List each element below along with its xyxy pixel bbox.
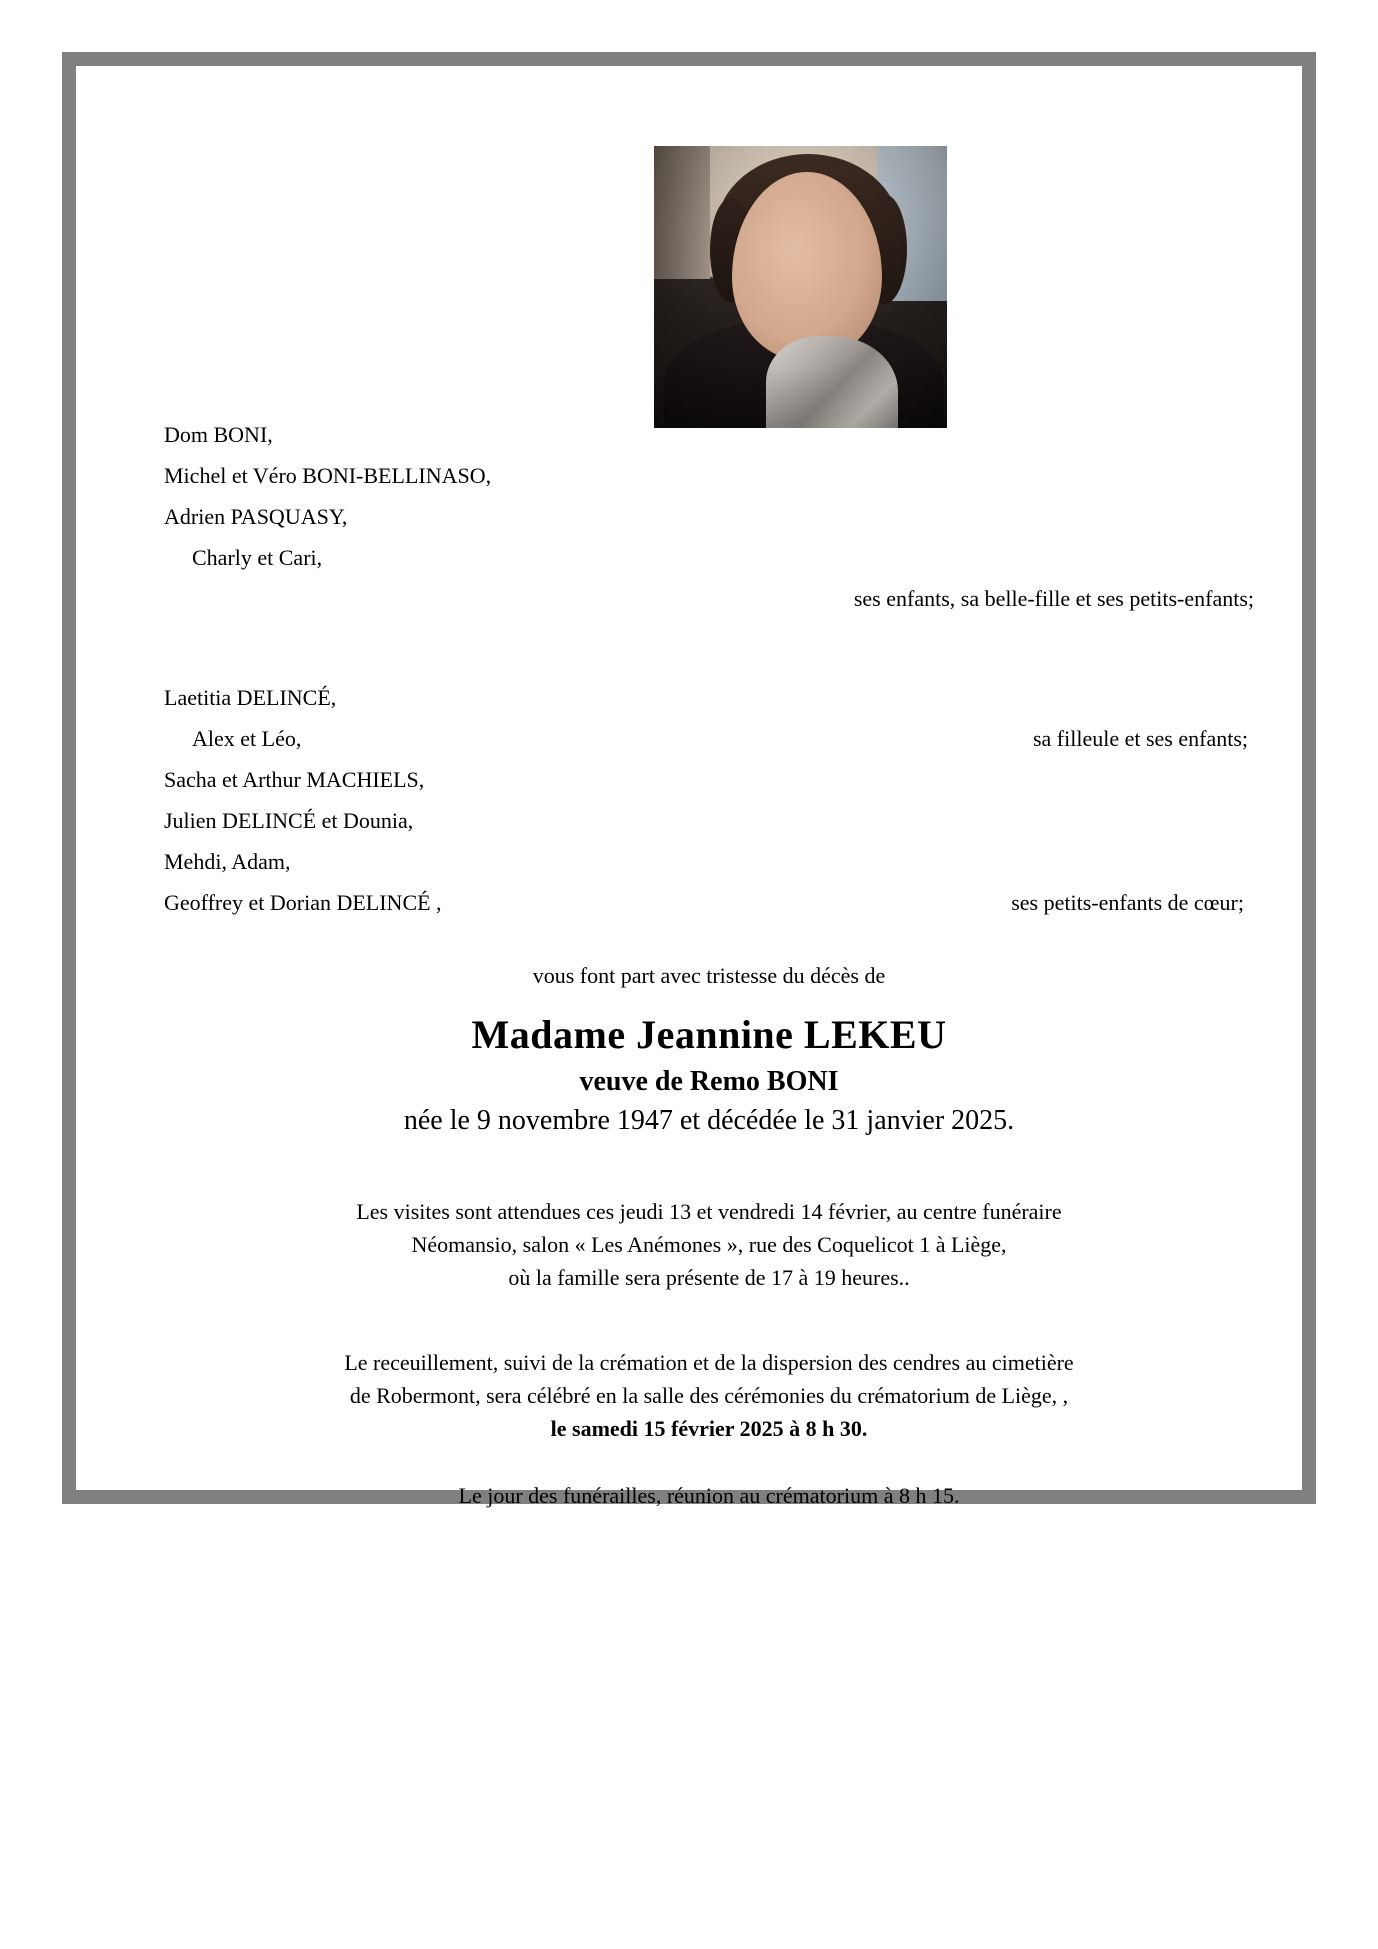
ceremony-line: de Robermont, sera célébré en la salle des cérémonies du crématorium de Liège, ,: [349, 1383, 1069, 1408]
family-name-line: Sacha et Arthur MACHIELS,: [164, 767, 425, 792]
deceased-relation: veuve de Remo BONI: [579, 1066, 839, 1097]
family-name-line: Alex et Léo,: [192, 726, 302, 751]
visits-line: Les visites sont attendues ces jeudi 13 et vendredi 14 février, au centre funéraire: [356, 1199, 1062, 1224]
ceremony-datetime: le samedi 15 février 2025 à 8 h 30.: [550, 1416, 868, 1441]
family-name-line: Mehdi, Adam,: [164, 849, 291, 874]
family-name-line: Julien DELINCÉ et Dounia,: [164, 808, 414, 833]
family-name-line: Dom BONI,: [164, 422, 273, 447]
announcement-intro: vous font part avec tristesse du décès de: [532, 963, 886, 988]
deceased-name: Madame Jeannine LEKEU: [471, 1012, 947, 1057]
family-primary-caption: ses enfants, sa belle-fille et ses petits-enfants;: [853, 586, 1254, 611]
deceased-dates: née le 9 novembre 1947 et décédée le 31 janvier 2025.: [403, 1105, 1015, 1136]
family-name-line: Geoffrey et Dorian DELINCÉ ,: [164, 890, 442, 915]
portrait-photo: [654, 146, 947, 428]
announcement-content: [114, 94, 1264, 1508]
visits-line: où la famille sera présente de 17 à 19 heures..: [508, 1265, 910, 1290]
card-surface: [76, 66, 1302, 1508]
family-names-block: [164, 414, 1254, 1512]
family-name-line: Charly et Cari,: [192, 545, 323, 570]
family-name-line: Laetitia DELINCÉ,: [164, 685, 337, 710]
ceremony-line: Le receuillement, suivi de la crémation et de la dispersion des cendres au cimetière: [344, 1350, 1074, 1375]
family-secondary-caption: sa filleule et ses enfants;: [1032, 726, 1248, 751]
gathering-line: Le jour des funérailles, réunion au crématorium à 8 h 15.: [458, 1483, 960, 1508]
family-name-line: Michel et Véro BONI-BELLINASO,: [164, 463, 492, 488]
family-name-line: Adrien PASQUASY,: [164, 504, 348, 529]
family-name-row: [164, 882, 1254, 923]
border-frame: [62, 52, 1316, 1508]
family-grandchildren-caption: ses petits-enfants de cœur;: [1011, 890, 1244, 915]
visits-line: Néomansio, salon « Les Anémones », rue des Coquelicot 1 à Liège,: [411, 1232, 1007, 1257]
family-name-row: [164, 718, 1254, 759]
